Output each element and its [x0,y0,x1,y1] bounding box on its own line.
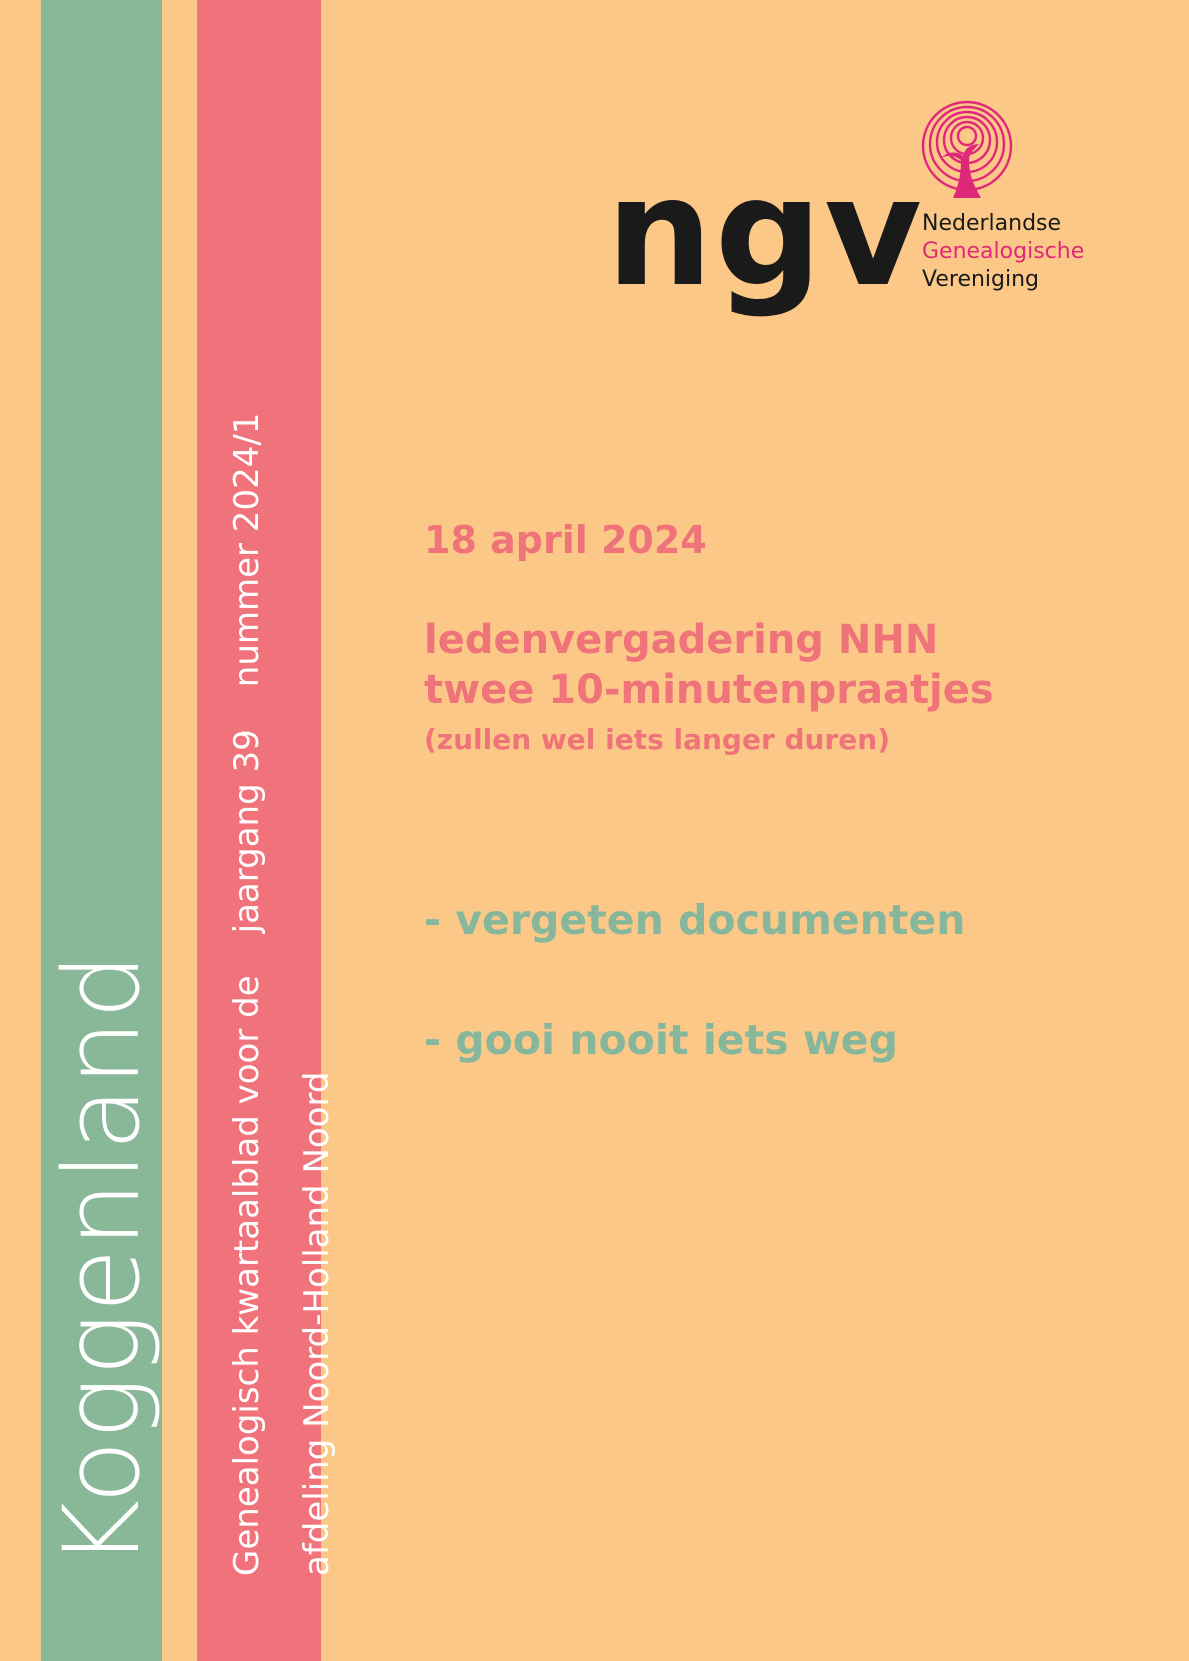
subtitle-text-1: Genealogisch kwartaalblad voor de [227,975,267,1576]
ngv-wordmark: ngv [606,146,924,320]
topic-item-1: - vergeten documenten [424,896,966,944]
nummer-label: nummer 2024/1 [227,412,267,688]
subtitle-line-1 [212,413,282,1576]
magazine-subtitle [212,413,352,1576]
ngv-name-line-2: Genealogische [922,239,1085,264]
jaargang-label: jaargang 39 [227,729,267,934]
magazine-title: Koggenland [41,952,163,1568]
ngv-full-name [922,210,1084,294]
ngv-name-line-3: Vereniging [922,267,1040,292]
event-heading-line-2: twee 10-minutenpraatjes [424,667,994,713]
event-heading-line-1: ledenvergadering NHN [424,617,939,663]
fingerprint-tree-icon [915,98,1015,202]
event-heading [424,615,994,715]
topic-item-2: - gooi nooit iets weg [424,1016,898,1064]
ngv-name-line-1: Nederlandse [922,211,1062,236]
subtitle-line-2: afdeling Noord-Holland Noord [297,1071,337,1576]
event-date: 18 april 2024 [424,518,707,562]
event-note: (zullen wel iets langer duren) [424,723,891,756]
